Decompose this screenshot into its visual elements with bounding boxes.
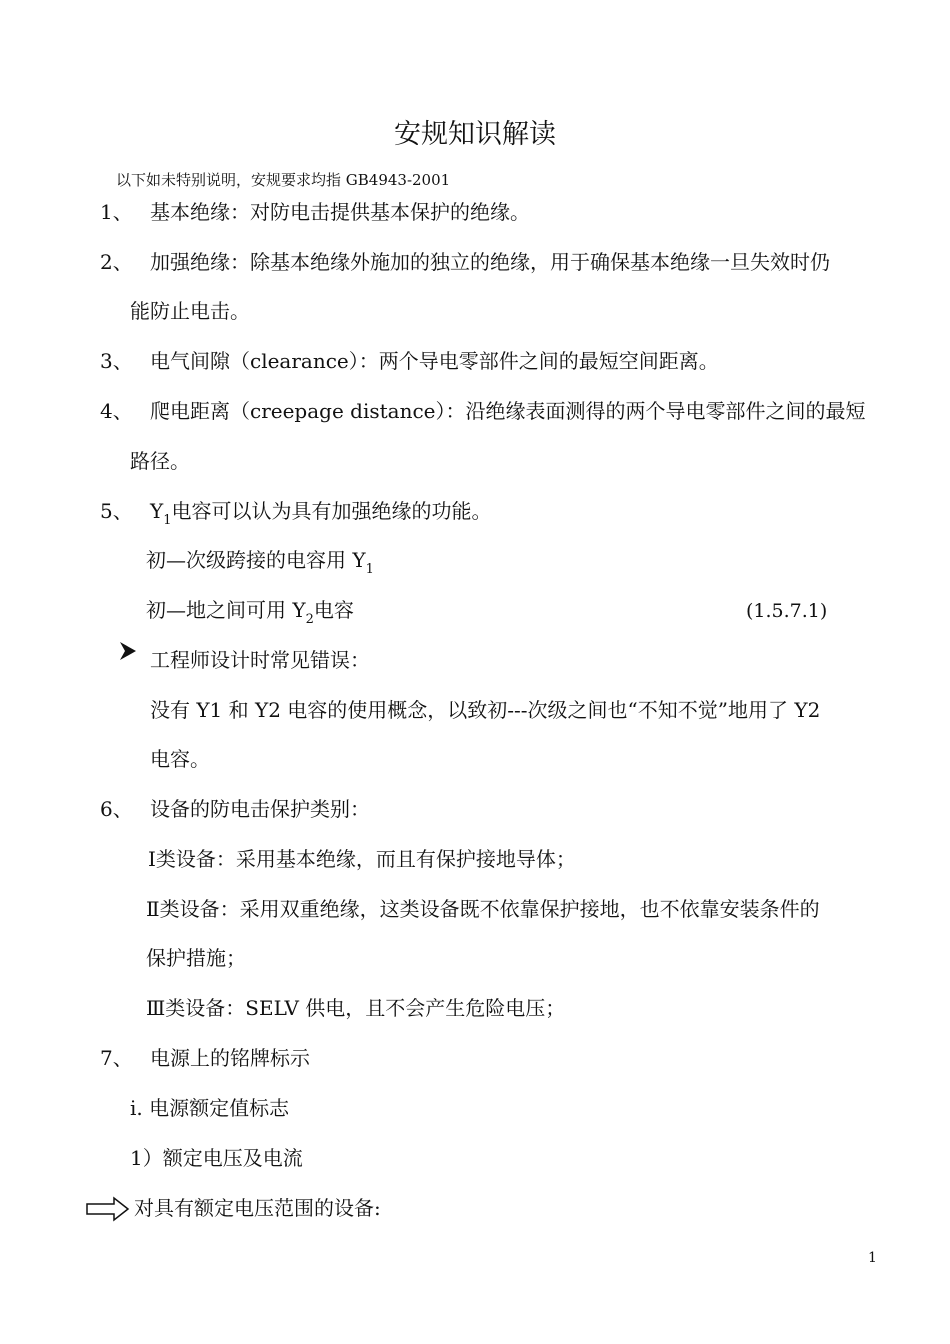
- item-7-subsection-1: 1）额定电压及电流: [130, 1146, 303, 1170]
- item-5-number: 5、: [100, 499, 133, 523]
- class-1-equipment: Ⅰ类设备：采用基本绝缘，而且有保护接地导体；: [148, 847, 576, 871]
- hollow-right-arrow-icon: [86, 1196, 130, 1222]
- document-title: 安规知识解读: [394, 119, 556, 150]
- item-5-line-2-subscript: 1: [365, 562, 374, 577]
- item-2-continuation: 能防止电击。: [130, 299, 250, 323]
- item-4-number: 4、: [100, 399, 133, 423]
- clause-reference: (1.5.7.1): [746, 600, 828, 622]
- class-2-continuation: 保护措施；: [146, 946, 246, 970]
- page-number: 1: [868, 1250, 877, 1266]
- item-1-number: 1、: [100, 200, 133, 224]
- item-5-line-3-subscript: 2: [305, 612, 314, 627]
- item-5-line-3: [146, 596, 354, 634]
- item-7-number: 7、: [100, 1046, 133, 1070]
- item-3-text: 电气间隙（clearance）：两个导电零部件之间的最短空间距离。: [150, 349, 719, 373]
- item-4-continuation: 路径。: [130, 449, 190, 473]
- item-5-line-3-text: 初—地之间可用 Y: [146, 598, 306, 622]
- item-2-number: 2、: [100, 250, 133, 274]
- intro-note: 以下如未特别说明，安规要求均指 GB4943-2001: [116, 171, 451, 189]
- class-2-equipment: Ⅱ类设备：采用双重绝缘，这类设备既不依靠保护接地，也不依靠安装条件的: [146, 897, 820, 921]
- item-1-text: 基本绝缘：对防电击提供基本保护的绝缘。: [150, 200, 530, 224]
- note-text: 没有 Y1 和 Y2 电容的使用概念，以致初---次级之间也“不知不觉”地用了 Y2: [150, 698, 821, 722]
- item-7-subsection-i: i. 电源额定值标志: [130, 1096, 290, 1120]
- item-2-text: 加强绝缘：除基本绝缘外施加的独立的绝缘，用于确保基本绝缘一旦失效时仍: [150, 250, 830, 274]
- item-5-line-2-text: 初—次级跨接的电容用 Y: [146, 548, 366, 572]
- note-heading: 工程师设计时常见错误：: [150, 648, 370, 672]
- item-6-number: 6、: [100, 797, 133, 821]
- y-subscript: 1: [163, 513, 172, 528]
- item-5-description: 电容可以认为具有加强绝缘的功能。: [171, 499, 492, 523]
- class-3-equipment: Ⅲ类设备：SELV 供电，且不会产生危险电压；: [146, 996, 566, 1020]
- item-3-number: 3、: [100, 349, 133, 373]
- item-7-text: 电源上的铭牌标示: [150, 1046, 310, 1070]
- note-continuation: 电容。: [150, 747, 210, 771]
- item-4-text: 爬电距离（creepage distance）：沿绝缘表面测得的两个导电零部件之间的最短: [150, 399, 866, 423]
- y-capacitor-symbol: Y: [150, 499, 164, 523]
- item-6-text: 设备的防电击保护类别：: [150, 797, 370, 821]
- arrowhead-bullet-icon: [118, 640, 138, 662]
- item-5-line-2: [146, 546, 374, 584]
- item-5-line-3-suffix: 电容: [313, 598, 354, 622]
- item-5-text: [150, 497, 491, 535]
- arrow-note-text: 对具有额定电压范围的设备:: [134, 1196, 381, 1220]
